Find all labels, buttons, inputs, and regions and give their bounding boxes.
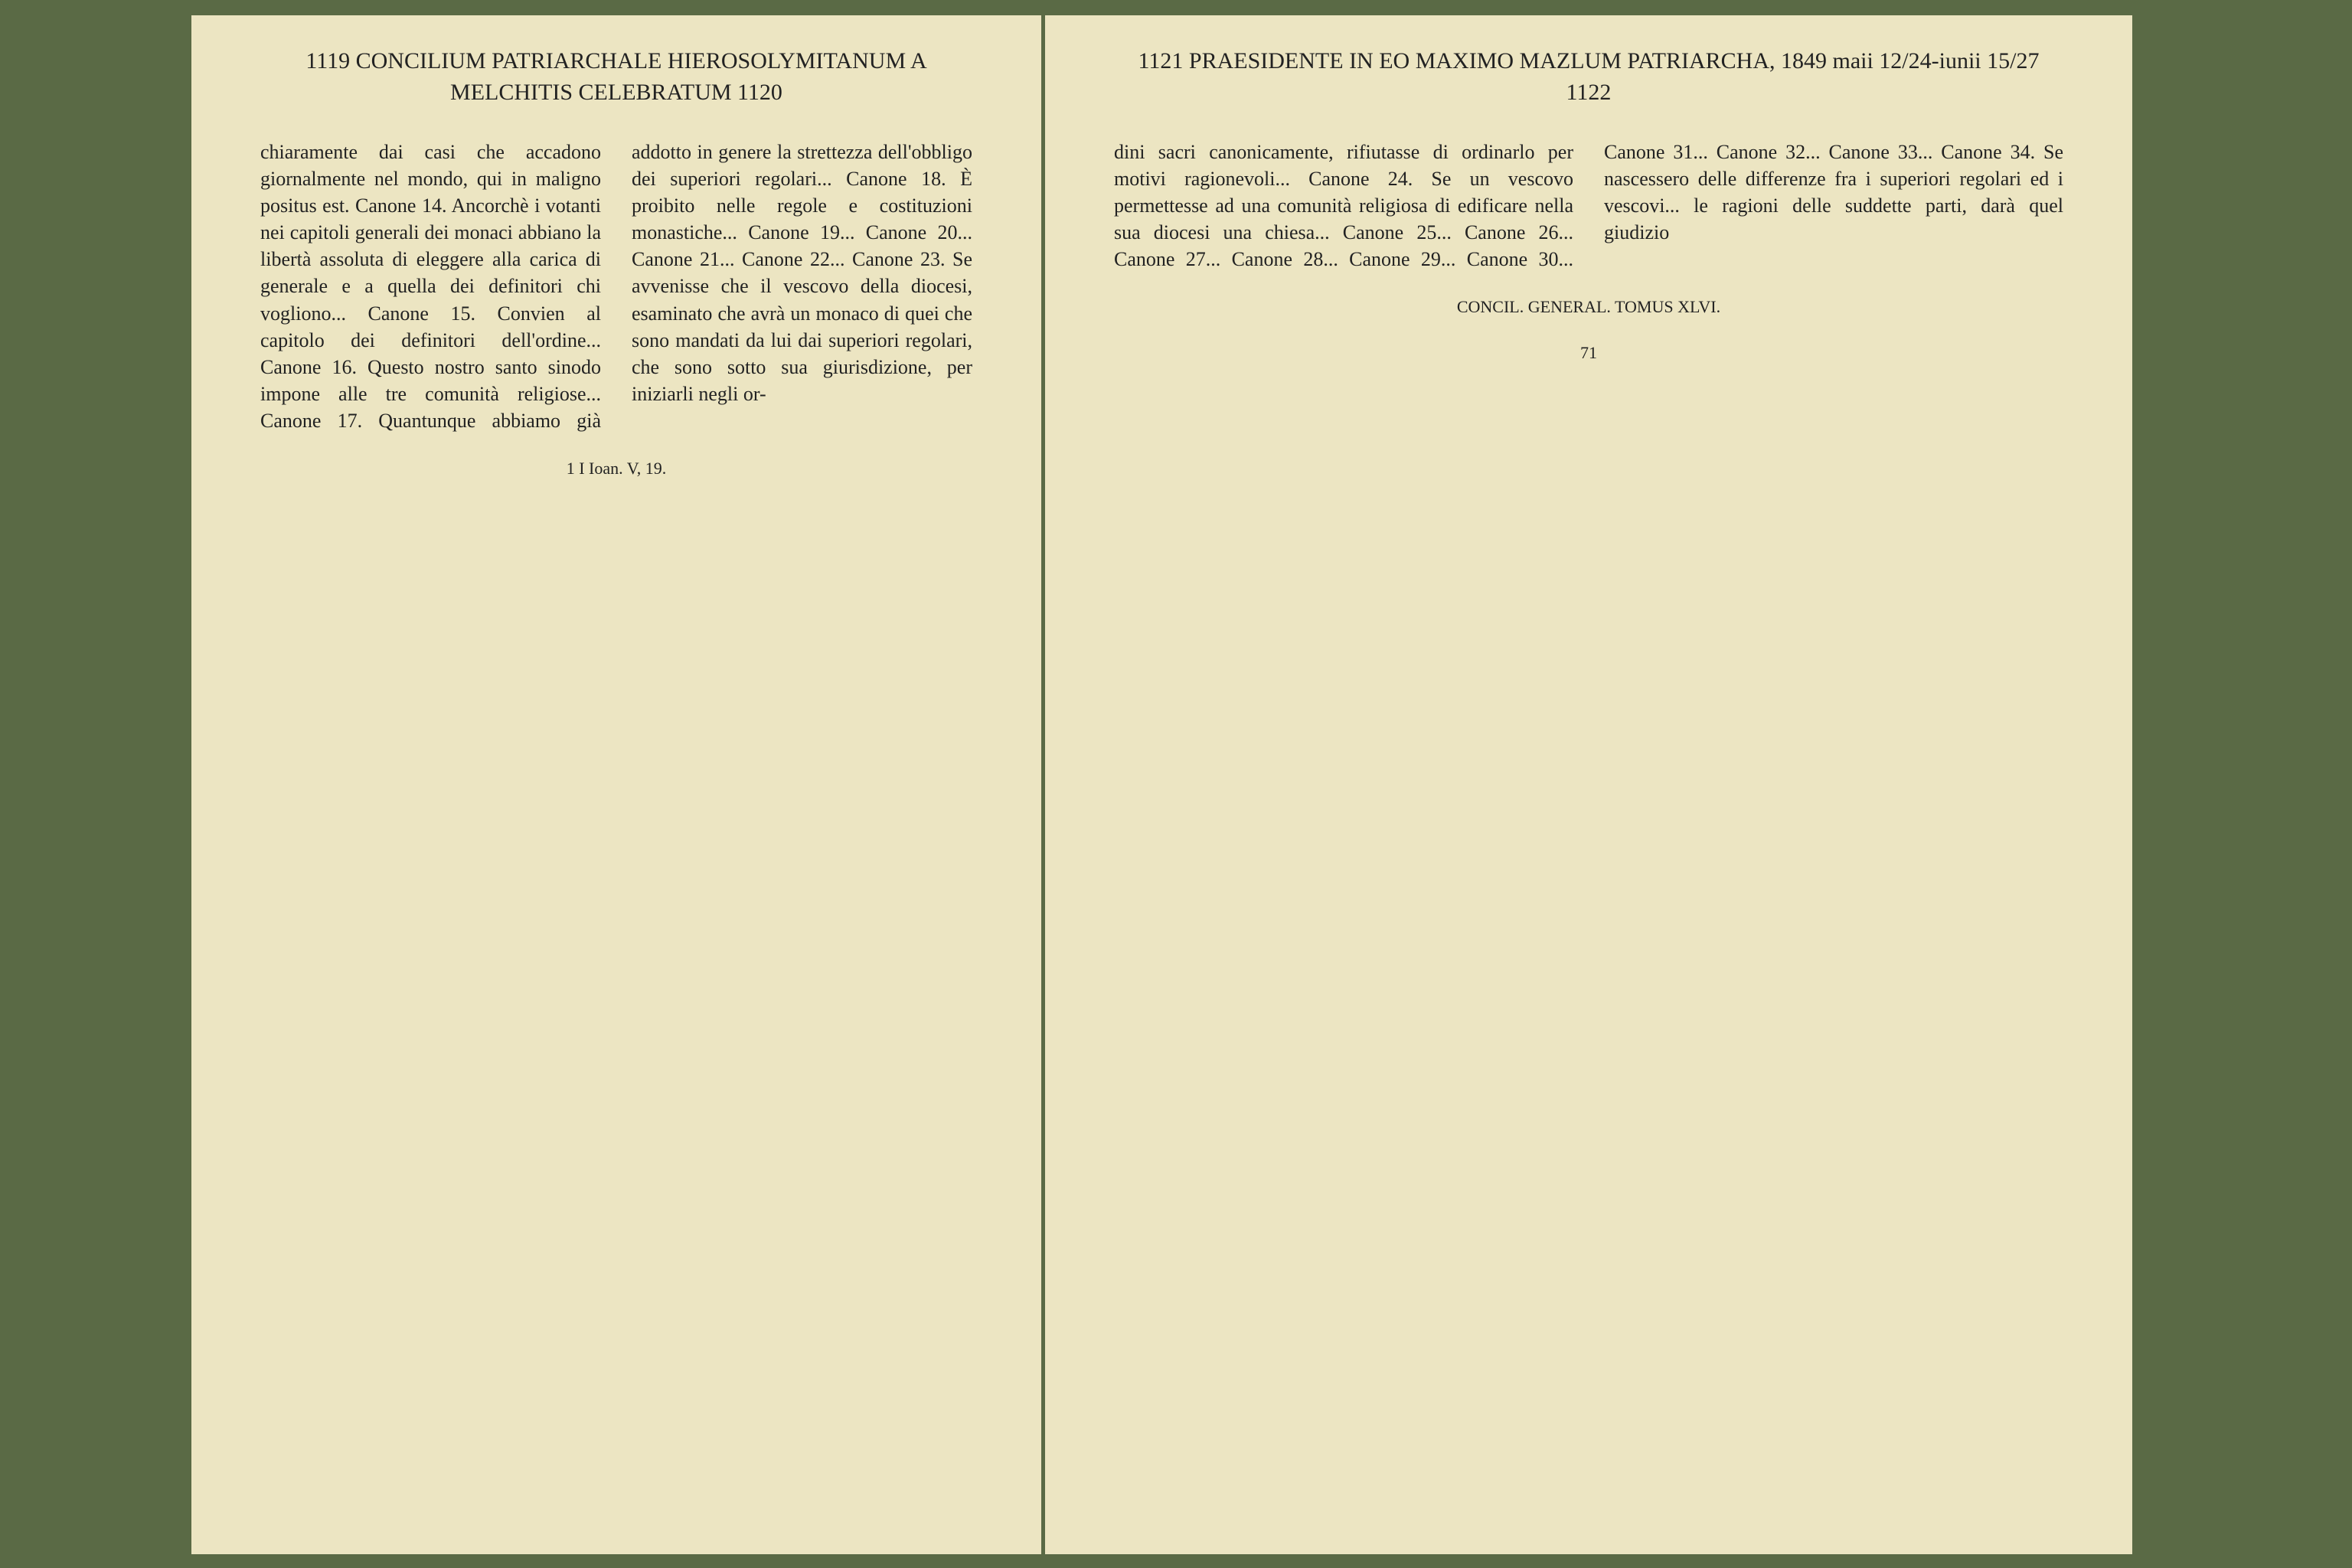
footnote: 1 I Ioan. V, 19. xyxy=(566,459,667,479)
page-header: 1121 PRAESIDENTE IN EO MAXIMO MAZLUM PATRIARCHA, 1849 maii 12/24-iunii 15/27 1122 xyxy=(1138,48,2040,105)
body-text: chiaramente dai casi che accadono giornalmente nel mondo, qui in maligno positus est. Canone 14. Ancorchè i votanti nei capitoli generali dei monaci abbiano la libertà assoluta di eleggere alla carica di generale e a quella dei definitori chi vogliono... Canone 15. Convien al capitolo dei definitori dell'ordine... Canone 16. Questo nostro santo sinodo impone alle tre comunità religiose... Canone 17. Quantunque abbiamo già addotto in genere la strettezza dell'obbligo dei superiori regolari... Canone 18. È proibito nelle regole e costituzioni monastiche... Canone 19... Canone 20... Canone 21... Canone 22... Canone 23. Se avvenisse che il vescovo della diocesi, esaminato che avrà un monaco di quei che sono mandati da lui dai superiori regolari, che sono sotto sua giurisdizione, per iniziarli negli or- xyxy=(260,141,972,432)
right-page xyxy=(1045,15,2132,1554)
left-page xyxy=(191,15,1041,1554)
body-text: dini sacri canonicamente, rifiutasse di ordinarlo per motivi ragionevoli... Canone 24. Se un vescovo permettesse ad una comunità religiosa di edificare nella sua diocesi una chiesa... Canone 25... Canone 26... Canone 27... Canone 28... Canone 29... Canone 30... Canone 31... Canone 32... Canone 33... Canone 34. Se nascessero delle differenze fra i superiori regolari ed i vescovi... le ragioni delle suddette parti, darà quel giudizio xyxy=(1114,141,2063,271)
page-header: 1119 CONCILIUM PATRIARCHALE HIEROSOLYMITANUM A MELCHITIS CELEBRATUM 1120 xyxy=(305,48,927,105)
page-footer: CONCIL. GENERAL. TOMUS XLVI. xyxy=(1456,297,1721,317)
signature-mark: 71 xyxy=(1580,343,1597,363)
